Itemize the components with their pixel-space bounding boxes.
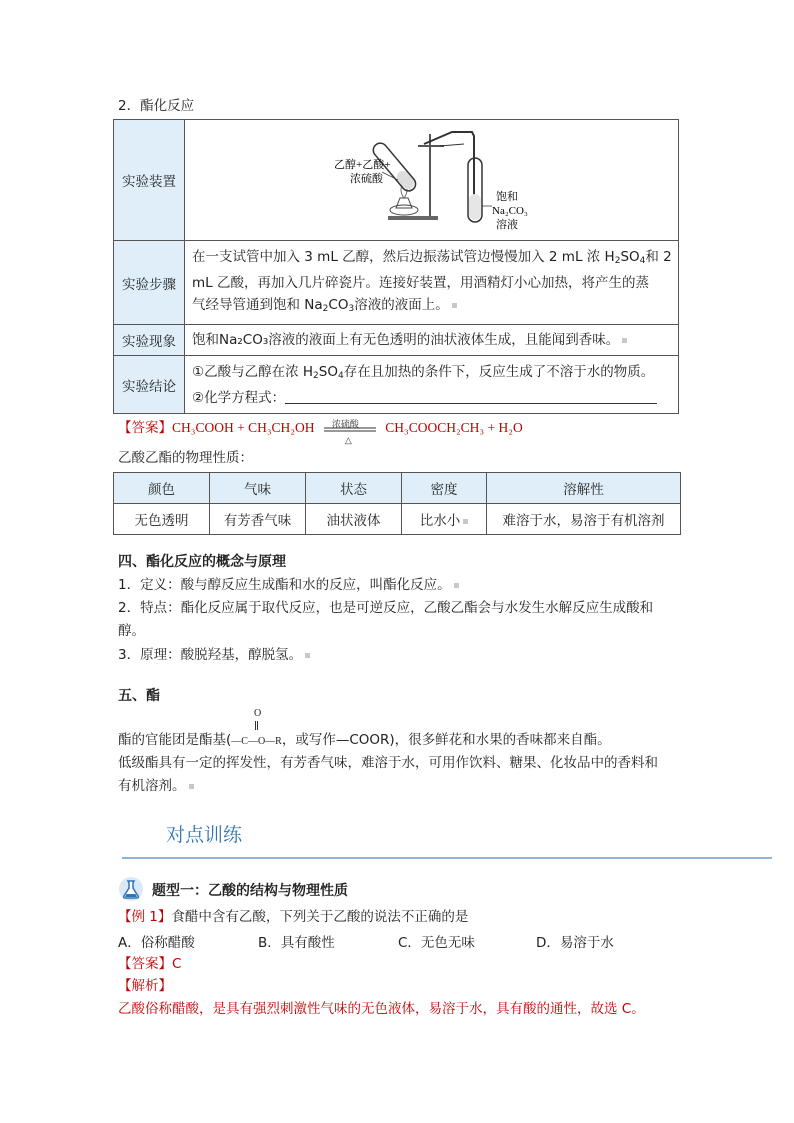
steps-line: 气经导管通到饱和 $Na_2CO_3$溶液的液面上。 (192, 294, 672, 320)
anchor-mark-icon (189, 784, 194, 789)
option-a: A．俗称醋酸 (118, 935, 195, 951)
conclusion-cell (185, 356, 679, 414)
example-answer (118, 954, 181, 974)
properties-table (113, 472, 681, 535)
flask-icon (118, 876, 144, 906)
phenomenon-cell (185, 325, 679, 356)
steps-cell (185, 241, 679, 325)
answer-label: 【答案】 (118, 420, 172, 435)
phenomenon-text: 饱和Na₂CO₃溶液的液面上有无色透明的油状液体生成，且能闻到香味。 (192, 332, 620, 348)
definition-text (118, 575, 459, 595)
apparatus-cell (185, 120, 679, 241)
analysis-label: 【解析】 (118, 978, 172, 994)
table-header-cell: 密度 (402, 473, 487, 504)
ester-line-3 (118, 776, 194, 796)
conclusion-text: SO (318, 363, 338, 380)
reaction-catalyst: 浓硫酸 (331, 418, 359, 429)
section-2-title: 2．酯化反应 (118, 98, 195, 114)
feature-text-1: 2．特点：酯化反应属于取代反应，也是可逆反应，乙酸乙酯会与水发生水解反应生成酸和 (118, 600, 654, 616)
table-row (114, 504, 681, 535)
steps-text: 气经导管通到饱和 Na (192, 296, 323, 313)
steps-text: 和 2 (645, 248, 672, 265)
table-cell-text: 比水小 (419, 513, 461, 529)
ester-group-o: O (254, 708, 262, 719)
table-row (114, 241, 679, 325)
table-header-cell: 实验步骤 (114, 241, 185, 325)
anchor-mark-icon (305, 653, 310, 658)
table-cell: 无色透明 (114, 504, 210, 535)
apparatus-label-solution: 溶液 (496, 219, 518, 231)
steps-line: 在一支试管中加入 3 mL 乙醇，然后边振荡试管边慢慢加入 2 mL 浓 $H_2SO_4$和 2 (192, 248, 672, 266)
table-header-cell: 状态 (306, 473, 402, 504)
table-cell: 有芳香气味 (210, 504, 306, 535)
conclusion-text: 存在且加热的条件下，反应生成了不溶于水的物质。 (343, 363, 655, 380)
training-divider (122, 857, 772, 859)
ester-text: ，或写作—COOR)，很多鲜花和水果的香味都来自酯。 (281, 732, 611, 748)
steps-line: mL 乙酸，再加入几片碎瓷片。连接好装置，用酒精灯小心加热，将产生的蒸 (192, 274, 649, 291)
reaction-arrow (322, 418, 378, 445)
apparatus-label-acid: 浓硫酸 (350, 173, 383, 185)
equation-reactants: CH₃COOH + CH₃CH₂OH (172, 420, 315, 435)
anchor-mark-icon (454, 583, 459, 588)
steps-text: SO (620, 248, 640, 265)
anchor-mark-icon (622, 338, 627, 343)
principle-body: 3．原理：酸脱羟基，醇脱氢。 (118, 647, 303, 663)
example-label: 【例 1】 (118, 909, 172, 925)
table-header-cell: 颜色 (114, 473, 210, 504)
example-1-question (118, 907, 468, 927)
ester-line-1 (118, 730, 611, 752)
equation-products: CH₃COOCH₂CH₃ + H₂O (385, 420, 523, 435)
conclusion-text: ①乙酸与乙醇在浓 H (192, 363, 314, 380)
table-row (114, 325, 679, 356)
table-header-cell: 实验结论 (114, 356, 185, 414)
steps-text: CO (328, 296, 349, 313)
anchor-mark-icon (452, 303, 457, 308)
option-d: D．易溶于水 (536, 935, 614, 951)
definition-body: 1．定义：酸与醇反应生成酯和水的反应，叫酯化反应。 (118, 577, 451, 593)
properties-intro: 乙酸乙酯的物理性质： (118, 450, 253, 466)
section-5-title: 五、酯 (118, 688, 160, 704)
table-cell: 油状液体 (306, 504, 402, 535)
table-row (114, 356, 679, 414)
option-b: B．具有酸性 (258, 935, 335, 951)
ester-group-formula: —C—O—R (231, 736, 282, 747)
table-row (114, 120, 679, 241)
reaction-heat: △ (344, 434, 352, 445)
conclusion-line (192, 387, 672, 409)
table-header-cell: 实验现象 (114, 325, 185, 356)
anchor-mark-icon (463, 519, 468, 524)
apparatus-label-saturated: 饱和 (496, 191, 518, 203)
feature-text-2: 醇。 (118, 623, 145, 639)
section-4-title: 四、酯化反应的概念与原理 (118, 554, 286, 570)
steps-text: 溶液的液面上。 (354, 296, 449, 313)
table-cell: 难溶于水，易溶于有机溶剂 (487, 504, 681, 535)
answer-label: 【答案】 (118, 956, 172, 972)
answer-value: C (172, 956, 182, 972)
analysis-text: 乙酸俗称醋酸，是具有强烈刺激性气味的无色液体，易溶于水，具有酸的通性，故选 C。 (118, 1001, 645, 1017)
experiment-apparatus-diagram (192, 124, 672, 236)
experiment-table (113, 119, 679, 414)
conclusion-line: ①乙酸与乙醇在浓 $H_2SO_4$存在且加热的条件下，反应生成了不溶于水的物质。 (192, 363, 655, 381)
steps-text: 在一支试管中加入 3 mL 乙醇，然后边振荡试管边慢慢加入 2 mL 浓 H (192, 248, 615, 265)
ester-line-2: 低级酯具有一定的挥发性，有芳香气味，难溶于水，可用作饮料、糖果、化妆品中的香料和 (118, 755, 658, 771)
ester-text: 有机溶剂。 (118, 778, 186, 794)
table-header-cell: 溶解性 (487, 473, 681, 504)
principle-text (118, 645, 310, 665)
type-1-title: 题型一：乙酸的结构与物理性质 (152, 883, 348, 899)
table-row (114, 473, 681, 504)
ester-group-double-bond (255, 721, 258, 730)
answer-equation (118, 418, 523, 445)
example-question-text: 食醋中含有乙酸，下列关于乙酸的说法不正确的是 (171, 909, 469, 925)
training-title: 对点训练 (166, 824, 243, 846)
answer-blank (285, 389, 657, 404)
table-header-cell: 实验装置 (114, 120, 185, 241)
ester-text: 酯的官能团是酯基( (118, 732, 232, 748)
table-header-cell: 气味 (210, 473, 306, 504)
equation-prompt: ②化学方程式： (192, 389, 286, 406)
apparatus-label-na2co3: Na₂CO₃ (492, 205, 528, 217)
apparatus-label-reagents: 乙醇+乙酸+ (334, 159, 391, 171)
table-cell (402, 504, 487, 535)
option-c: C．无色无味 (398, 935, 475, 951)
